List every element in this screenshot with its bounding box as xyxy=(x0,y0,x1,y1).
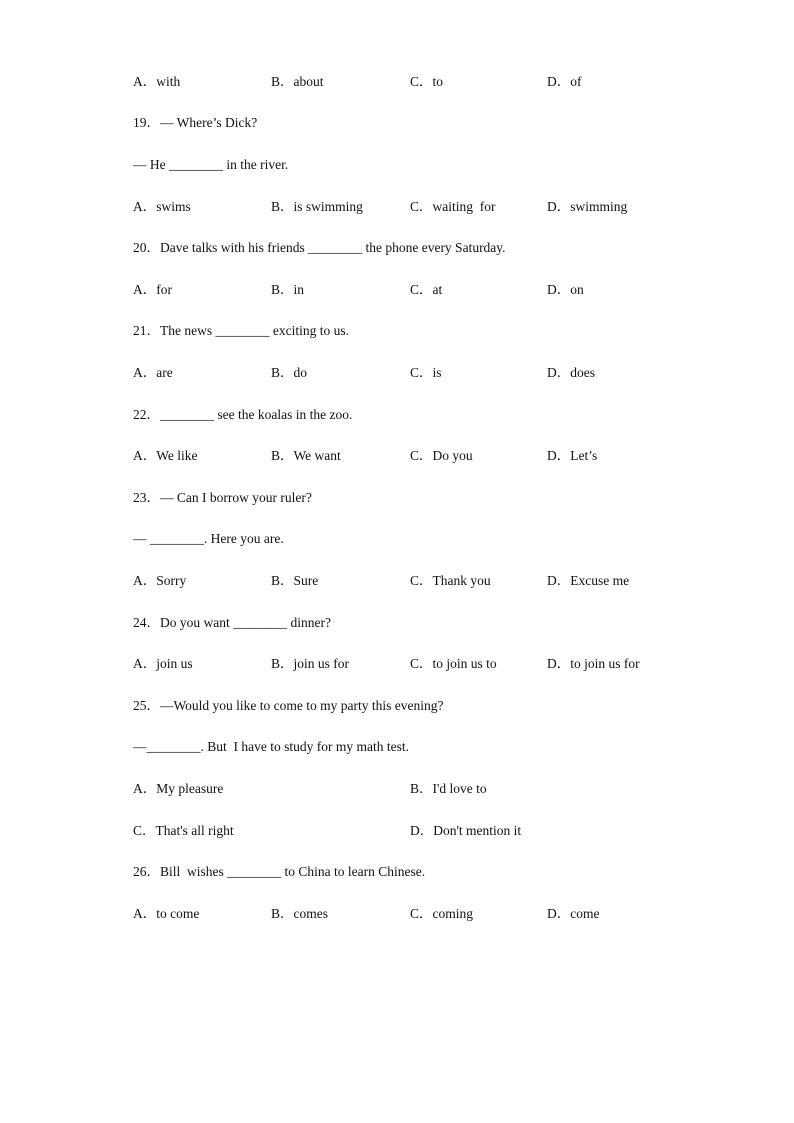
question-stem: 22．________ see the koalas in the zoo. xyxy=(133,407,353,422)
option-a: A．with xyxy=(133,74,181,89)
option-b: B．do xyxy=(271,365,308,380)
option-a: A．swims xyxy=(133,199,191,214)
option-c: C．Do you xyxy=(410,448,473,463)
option-a: A．to come xyxy=(133,906,200,921)
question-stem: 21．The news ________ exciting to us. xyxy=(133,323,349,338)
option-b: B．about xyxy=(271,74,324,89)
option-b: B．is swimming xyxy=(271,199,363,214)
option-c: C．coming xyxy=(410,906,473,921)
question-stem: 23．— Can I borrow your ruler? xyxy=(133,490,312,505)
option-a: A．We like xyxy=(133,448,198,463)
option-a: A．My pleasure xyxy=(133,781,224,796)
question-stem: 24．Do you want ________ dinner? xyxy=(133,615,331,630)
question-stem: 25．—Would you like to come to my party this evening? xyxy=(133,698,444,713)
option-c: C．to xyxy=(410,74,444,89)
option-d: D．Let’s xyxy=(547,448,598,463)
option-c: C．to join us to xyxy=(410,656,497,671)
question-stem: 19．— Where’s Dick? xyxy=(133,115,258,130)
option-c: C．is xyxy=(410,365,442,380)
option-a: A．for xyxy=(133,282,172,297)
option-b: B．Sure xyxy=(271,573,319,588)
option-b: B．I'd love to xyxy=(410,781,487,796)
option-c: C．at xyxy=(410,282,443,297)
option-d: D．swimming xyxy=(547,199,628,214)
option-d: D．Excuse me xyxy=(547,573,630,588)
option-d: D．Don't mention it xyxy=(410,823,522,838)
option-d: D．come xyxy=(547,906,600,921)
dialogue-line: —________. But I have to study for my math test. xyxy=(133,739,409,754)
dialogue-line: — He ________ in the river. xyxy=(133,157,289,172)
option-b: B．We want xyxy=(271,448,341,463)
option-a: A．Sorry xyxy=(133,573,187,588)
question-stem: 26．Bill wishes ________ to China to learn Chinese. xyxy=(133,864,426,879)
option-a: A．are xyxy=(133,365,173,380)
option-c: C．Thank you xyxy=(410,573,491,588)
option-b: B．join us for xyxy=(271,656,350,671)
option-d: D．of xyxy=(547,74,582,89)
dialogue-line: — ________. Here you are. xyxy=(133,531,284,546)
option-d: D．on xyxy=(547,282,584,297)
option-d: D．does xyxy=(547,365,595,380)
question-stem: 20．Dave talks with his friends ________ the phone every Saturday. xyxy=(133,240,506,255)
option-a: A．join us xyxy=(133,656,193,671)
option-c: C．That's all right xyxy=(133,823,234,838)
option-b: B．comes xyxy=(271,906,328,921)
option-c: C．waiting for xyxy=(410,199,496,214)
option-b: B．in xyxy=(271,282,305,297)
option-d: D．to join us for xyxy=(547,656,640,671)
